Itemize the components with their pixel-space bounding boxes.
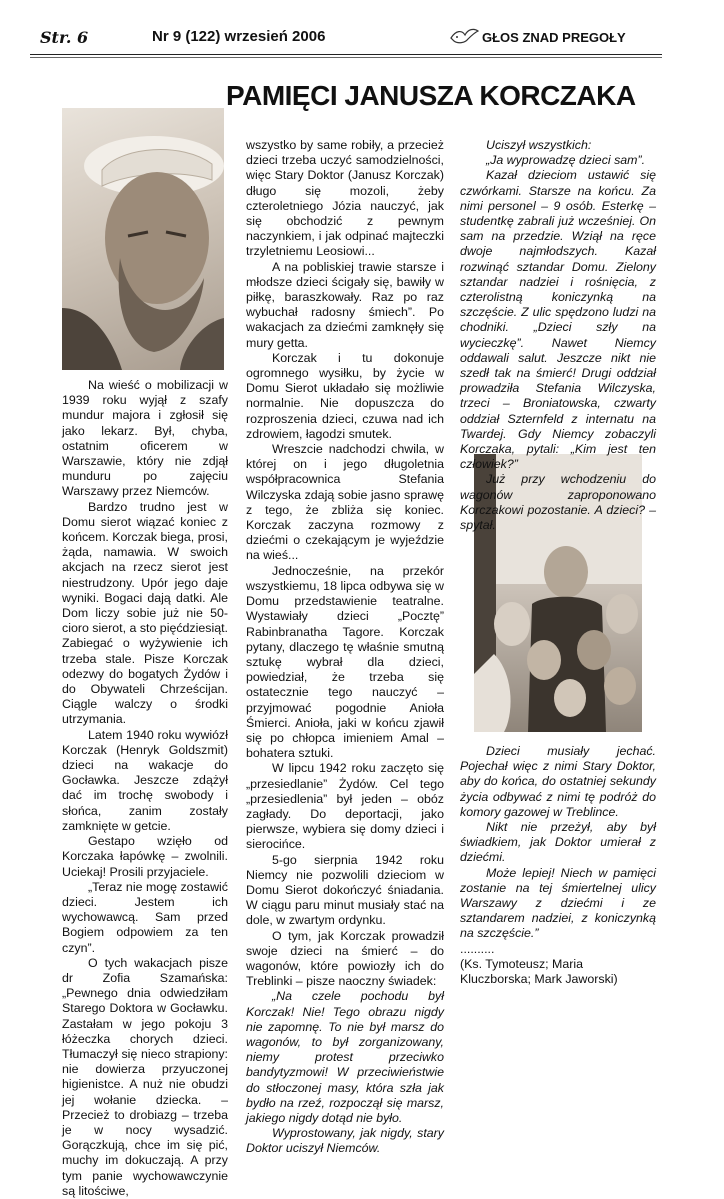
article-column-1	[62, 378, 228, 1199]
paragraph: O tych wakacjach pisze dr Zofia Szamańska: „Pewnego dnia odwiedziłam Starego Doktora w Gocławku. Zastałam w jego pokoju 3 łóżeczka chorych dzieci. Tłumaczył się nieco strapiony: nie dowierza przyuczonej higienistce. A nuż nie obudzi jej wołanie dziecka. – Przecież to drobiazg – trzeba je w nocy wysadzić. Gorączkują, chce im się pić, muchy im dokuczają. A przy tym panie wychowawczynie są litościwe,	[62, 955, 228, 1198]
paragraph: Bardzo trudno jest w Domu sierot wiązać koniec z końcem. Korczak biega, prosi, żąda, namawia. W swoich akcjach na rzecz sierot jest niestrudzony. Upór jego daje wyniki. Bogaci dają datki. Ale Dom liczy sobie już nie 50-cioro sierot, a sto pięćdziesiąt. Zabiegać o wyżywienie ich trzeba stale. Pisze Korczak odezwy do bogatych Żydów i do Obywateli Chrześcijan. Ciągle walczy o środki utrzymania.	[62, 499, 228, 727]
quote-paragraph: Uciszył wszystkich:	[486, 138, 592, 152]
quote-paragraph: Może lepiej! Niech w pamięci zostanie na tej śmiertelnej ulicy Warszawy z dziećmi i ze sztandarem nadziei, z koniczynką na szczęście.”	[460, 865, 656, 941]
paragraph: O tym, jak Korczak prowadził swoje dzieci na śmierć – do wagonów, które powiozły ich do Treblinki – pisze naoczny świadek:	[246, 928, 444, 989]
portrait-photo	[62, 108, 224, 370]
paragraph: Korczak i tu dokonuje ogromnego wysiłku, by życie w Domu Sierot układało się możliwie normalnie. Nie dopuszcza do rozproszenia dzieci, czuwa nad ich zdrowiem, łagodzi smutek.	[246, 350, 444, 441]
paragraph: „Teraz nie mogę zostawić dzieci. Jestem ich wychowawcą. Sam przed Bogiem odpowiem za ten czyn”.	[62, 879, 228, 955]
header-rule	[30, 54, 662, 55]
portrait-illustration	[62, 108, 224, 370]
article-column-3-top	[460, 138, 656, 533]
quote-paragraph: Kazał dzieciom ustawić się czwórkami. Starsze na końcu. Za nimi personel – 9 osób. Esterkę – studentkę zabrali już wcześniej. On sam na przedzie. Wziął na ręce dwoje najmłodszych. Kazał rozwinąć sztandar Domu. Zielony sztandar nadziei i rośnięcia, z czterolistną koniczynką na szczęście. Z ulic spędzono ludzi na chodniki. „Dzieci szły na wycieczkę”. Nawet Niemcy oddawali salut. Jeszcze nikt nie szedł tak na śmierć! Drugi oddział prowadziła Stefania Wilczyska, trzeci – Broniatowska, czwarty oddział Szternfeld z internatu na Twardej. Gdy Niemcy zobaczyli Korczaka, pytali: „Kim jest ten człowiek?”	[460, 168, 656, 472]
quote-paragraph: Nikt nie przeżył, aby był świadkiem, jak Doktor umierał z dziećmi.	[460, 820, 656, 865]
page-number: Str. 6	[40, 28, 89, 47]
article-headline: PAMIĘCI JANUSZA KORCZAKA	[226, 80, 636, 111]
paragraph: A na pobliskiej trawie starsze i młodsze dzieci ścigały się, bawiły w piłkę, baraszkowały. Raz po raz wybuchał radosny śmiech”. Po wakacjach za dziećmi zamknęły się mury getta.	[246, 259, 444, 350]
paragraph: Na wieść o mobilizacji w 1939 roku wyjął z szafy mundur majora i zgłosił się jako lekarz. Był, chyba, ostatnim oficerem w Warszawie, który nie zdjął munduru po zajęciu Warszawy przez Niemców.	[62, 378, 228, 499]
newspaper-title: GŁOS ZNAD PREGOŁY	[482, 30, 626, 45]
authors-credit: (Ks. Tymoteusz; Maria Kluczborska; Mark Jaworski)	[460, 956, 618, 987]
quote-paragraph: „Ja wyprowadzę dzieci sam”.	[486, 153, 646, 168]
bird-icon	[448, 24, 480, 48]
quote-paragraph: „Na czele pochodu był Korczak! Nie! Tego obrazu nigdy nie zapomnę. To nie był marsz do wagonów, to był zorganizowany, niemy protest przeciwko bandytyzmowi! W przeciwieństwie do stłoczonej masy, która szła jak bydło na rzeź, rozpoczął się marsz, jakiego nigdy dotąd nie było.	[246, 989, 444, 1125]
paragraph: Wreszcie nadchodzi chwila, w której on i jego długoletnia współpracownica Stefania Wilczyska zdają sobie jasno sprawę z tego, że zbliża się koniec. Korczak zaczyna rozmowy z dziećmi o czekającym je wyjeździe na wieś...	[246, 442, 444, 563]
paragraph: wszystko by same robiły, a przecież dzieci trzeba uczyć samodzielności, więc Stary Doktor (Janusz Korczak) długo się mozoli, żeby czteroletniego Józia nauczyć, jak się obchodzić z pewnym naczynkiem, i jak odpinać majteczki trzyletniemu Leosiowi...	[246, 138, 444, 259]
quote-paragraph: Wyprostowany, jak nigdy, stary Doktor uciszył Niemców.	[246, 1126, 444, 1156]
article-column-3-bottom	[460, 744, 656, 987]
quote-paragraph: Dzieci musiały jechać. Pojechał więc z nimi Stary Doktor, aby do końca, do ostatniej sekundy życia odbywać z nimi tę podróż do komory gazowej w Treblince.	[460, 744, 656, 819]
paragraph: Latem 1940 roku wywiózł Korczak (Henryk Goldszmit) dzieci na wakacje do Gocławka. Jeszcze zdążył dać im trochę swobody i słońca, zanim zostały zamknięte w getcie.	[62, 727, 228, 833]
paragraph: 5-go sierpnia 1942 roku Niemcy nie pozwolili dzieciom w Domu Sierot dokończyć śniadania. W ciągu paru minut musiały stać na dole, w zwartym ordynku.	[246, 852, 444, 928]
header-rule-secondary	[30, 57, 662, 58]
quote-paragraph: Już przy wchodzeniu do wagonów zaproponowano Korczakowi pozostanie. A dzieci? – spytał.	[460, 472, 656, 533]
article-column-2	[246, 138, 444, 1157]
paragraph: W lipcu 1942 roku zaczęto się „przesiedlanie” Żydów. Cel tego „przesiedlenia” był jeden – obóz zagłady. Do deportacji, jako pierwsze, wybiera się domy dzieci i sierocińce.	[246, 761, 444, 852]
paragraph: Gestapo wzięło od Korczaka łapówkę – zwolnili. Uciekaj! Prosili przyjaciele.	[62, 834, 228, 879]
issue-info: Nr 9 (122) wrzesień 2006	[152, 28, 326, 45]
separator-dots: ..........	[460, 941, 495, 956]
paragraph: Jednocześnie, na przekór wszystkiemu, 18 lipca odbywa się w Domu przedstawienie teatralne. Wystawiały dzieci „Pocztę” Rabinbranatha Tagore. Korczak pytany, dlaczego tę właśnie smutną sztukę wybrał dla dzieci, powiedział, że trzeba się ostatecznie tego nauczyć – przyjmować pogodnie Anioła Śmierci. Anioła, jaki w końcu zjawił się po chłopca imieniem Amal – bohatera sztuki.	[246, 563, 444, 761]
